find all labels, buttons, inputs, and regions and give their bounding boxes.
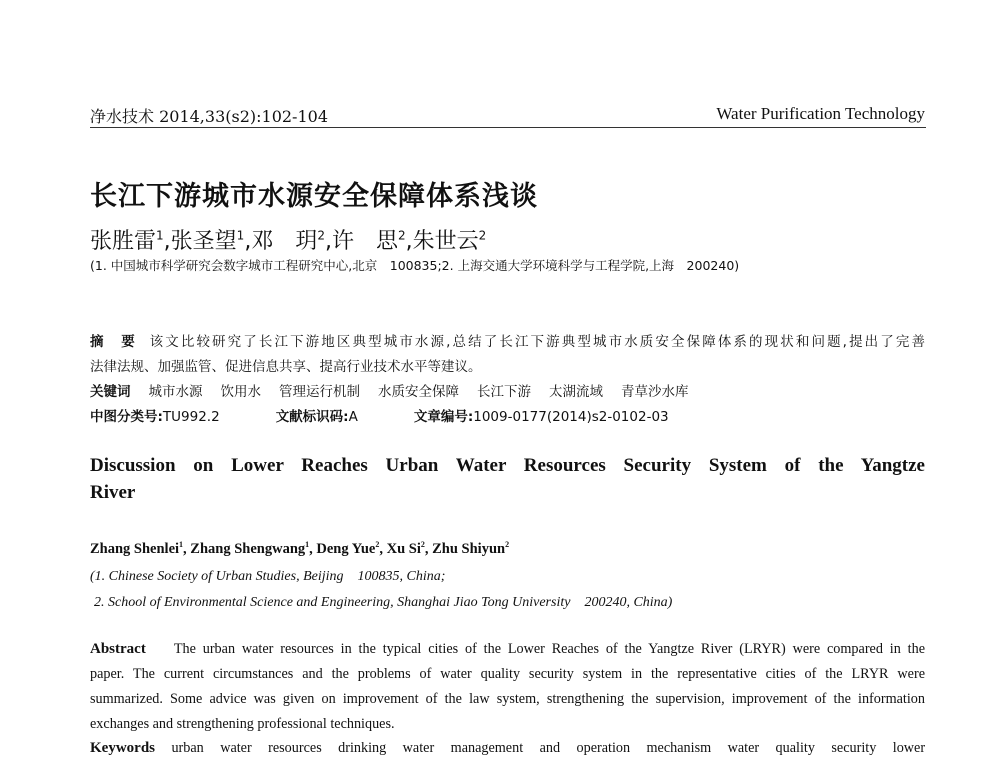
- author: Deng Yue: [316, 540, 376, 557]
- abstract-en-line4: exchanges and strengthening professional techniques.: [90, 716, 395, 732]
- abstract-label-en: Abstract: [90, 641, 146, 657]
- keyword: drinking water: [338, 740, 435, 756]
- author-sup: 1: [236, 228, 245, 243]
- author-sup: 2: [375, 540, 380, 549]
- keywords-cn: [90, 380, 925, 400]
- keyword: 青草沙水库: [621, 384, 689, 400]
- abstract-cn-line1: [90, 330, 925, 350]
- abstract-label-cn: 摘 要: [90, 334, 137, 350]
- author: 张圣望: [170, 229, 237, 254]
- keywords-label: 关键词: [90, 384, 131, 400]
- journal-name-en: Water Purification Technology: [716, 104, 925, 123]
- author: Zhu Shiyun: [432, 540, 506, 557]
- keyword: 长江下游: [477, 384, 531, 400]
- author: Xu Si: [386, 540, 421, 557]
- affiliation-cn: (1. 中国城市科学研究会数字城市工程研究中心,北京 100835;2. 上海交通大学环境科学与工程学院,上海 200240): [90, 258, 740, 273]
- keyword: management and operation mechanism: [450, 740, 712, 756]
- abstract-en-line2: paper. The current circumstances and the problems of water quality security system in the representative cities of the LRYR were: [90, 666, 925, 682]
- author-sup: 1: [179, 540, 184, 549]
- keyword: 城市水源: [148, 384, 203, 400]
- clc-value: TU992.2: [162, 409, 220, 425]
- author-sup: 2: [478, 228, 487, 243]
- abstract-text: The urban water resources in the typical cities of the Lower Reaches of the Yangtze River (LRYR) were compared in the: [173, 641, 925, 657]
- keywords-label: Keywords: [90, 740, 155, 756]
- keyword: urban water resources: [171, 740, 322, 756]
- title-en-line2: River: [90, 482, 136, 503]
- authors-en: Zhang Shenlei$^1$, Zhang Shengwang$^1$, Deng Yue$^2$, Xu Si$^2$, Zhu Shiyun$^2$: [90, 540, 510, 557]
- keyword: 饮用水: [220, 384, 261, 400]
- author: 朱世云: [412, 229, 479, 254]
- abstract-en-line3: summarized. Some advice was given on improvement of the law system, strengthening the supervision, improvement of the information: [90, 691, 925, 707]
- clc-label: 中图分类号:: [90, 409, 163, 425]
- article-no-label: 文章编号:: [413, 409, 474, 425]
- abstract-en-line1: [90, 641, 925, 658]
- affiliation-en-2: 2. School of Environmental Science and Engineering, Shanghai Jiao Tong University 200240, China): [94, 595, 673, 610]
- author-sup: 1: [156, 228, 164, 243]
- author-sup: 2: [505, 540, 510, 549]
- keyword: lower: [892, 740, 926, 756]
- author: Zhang Shenlei: [90, 540, 180, 557]
- author: 邓 玥: [251, 229, 318, 254]
- author-sup: 1: [305, 540, 310, 549]
- journal-citation: 净水技术 2014,33(s2):102-104: [90, 107, 329, 126]
- author-sup: 2: [397, 228, 406, 243]
- keywords-en: [90, 740, 925, 757]
- author: 张胜雷: [90, 229, 157, 254]
- abstract-text: 该文比较研究了长江下游地区典型城市水源,总结了长江下游典型城市水质安全保障体系的现状和问题,提出了完善: [149, 334, 925, 350]
- author-sup: 2: [420, 540, 425, 549]
- affiliation-en-1: (1. Chinese Society of Urban Studies, Beijing 100835, China;: [90, 569, 446, 584]
- keyword: 太湖流域: [549, 384, 603, 400]
- author: Zhang Shengwang: [190, 540, 306, 557]
- author: 许 思: [331, 229, 398, 254]
- authors-cn: 张胜雷$^1$,张圣望$^1$,邓 玥$^2$,许 思$^2$,朱世云$^2$: [90, 228, 487, 254]
- title-en-line1: Discussion on Lower Reaches Urban Water Resources Security System of the Yangtze: [90, 455, 925, 476]
- keyword: 管理运行机制: [279, 384, 360, 400]
- keyword: 水质安全保障: [378, 384, 459, 400]
- header-rule: [90, 127, 926, 128]
- article-no-value: 1009-0177(2014)s2-0102-03: [473, 409, 669, 425]
- doc-code-label: 文献标识码:: [275, 409, 349, 425]
- abstract-cn-line2: 法律法规、加强监管、促进信息共享、提高行业技术水平等建议。: [90, 359, 482, 375]
- author-sup: 2: [317, 228, 325, 243]
- keyword: water quality security: [727, 740, 877, 756]
- doc-code-value: A: [348, 409, 358, 425]
- title-cn: 长江下游城市水源安全保障体系浅谈: [90, 181, 538, 212]
- classification-info: [90, 405, 925, 425]
